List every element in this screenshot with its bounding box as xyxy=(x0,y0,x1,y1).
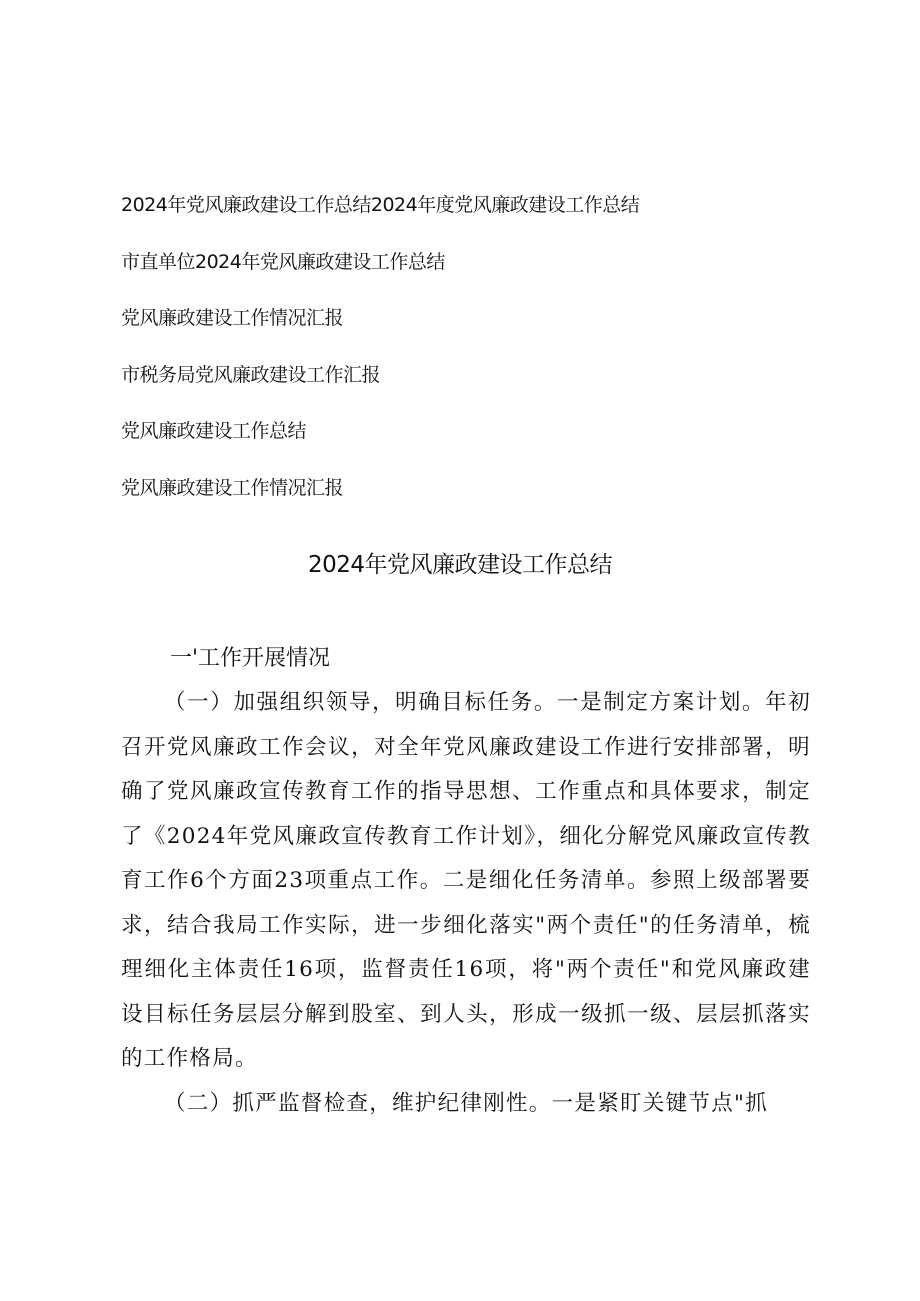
body-text xyxy=(121,681,811,1126)
document-title: 2024年党风廉政建设工作总结 xyxy=(307,552,613,578)
section-heading: 一'工作开展情况 xyxy=(170,646,331,671)
toc-item-4[interactable]: 市税务局党风廉政建设工作汇报 xyxy=(121,363,381,386)
toc-item-1[interactable]: 2024年党风廉政建设工作总结2024年度党风廉政建设工作总结 xyxy=(121,194,640,216)
toc-item-3[interactable]: 党风廉政建设工作情况汇报 xyxy=(121,307,344,329)
toc-item-6[interactable]: 党风廉政建设工作情况汇报 xyxy=(121,476,344,499)
paragraph-1: （一）加强组织领导，明确目标任务。一是制定方案计划。年初召开党风廉政工作会议，对全年党风廉政建设工作进行安排部署，明确了党风廉政宣传教育工作的指导思想、工作重点和具体要求，制定了《2024年党风廉政宣传教育工作计划》，细化分解党风廉政宣传教育工作6个方面23项重点工作。二是细化任务清单。参照上级部署要求，结合我局工作实际，进一步细化落实"两个责任"的任务清单，梳理细化主体责任16项，监督责任16项，将"两个责任"和党风廉政建设目标任务层层分解到股室、到人头，形成一级抓一级、层层抓落实的工作格局。 xyxy=(121,690,811,1071)
toc-item-2[interactable]: 市直单位2024年党风廉政建设工作总结 xyxy=(121,250,445,273)
paragraph-2: （二）抓严监督检查，维护纪律刚性。一是紧盯关键节点"抓 xyxy=(164,1090,768,1116)
table-of-contents xyxy=(121,188,821,527)
toc-item-5[interactable]: 党风廉政建设工作总结 xyxy=(121,420,307,442)
